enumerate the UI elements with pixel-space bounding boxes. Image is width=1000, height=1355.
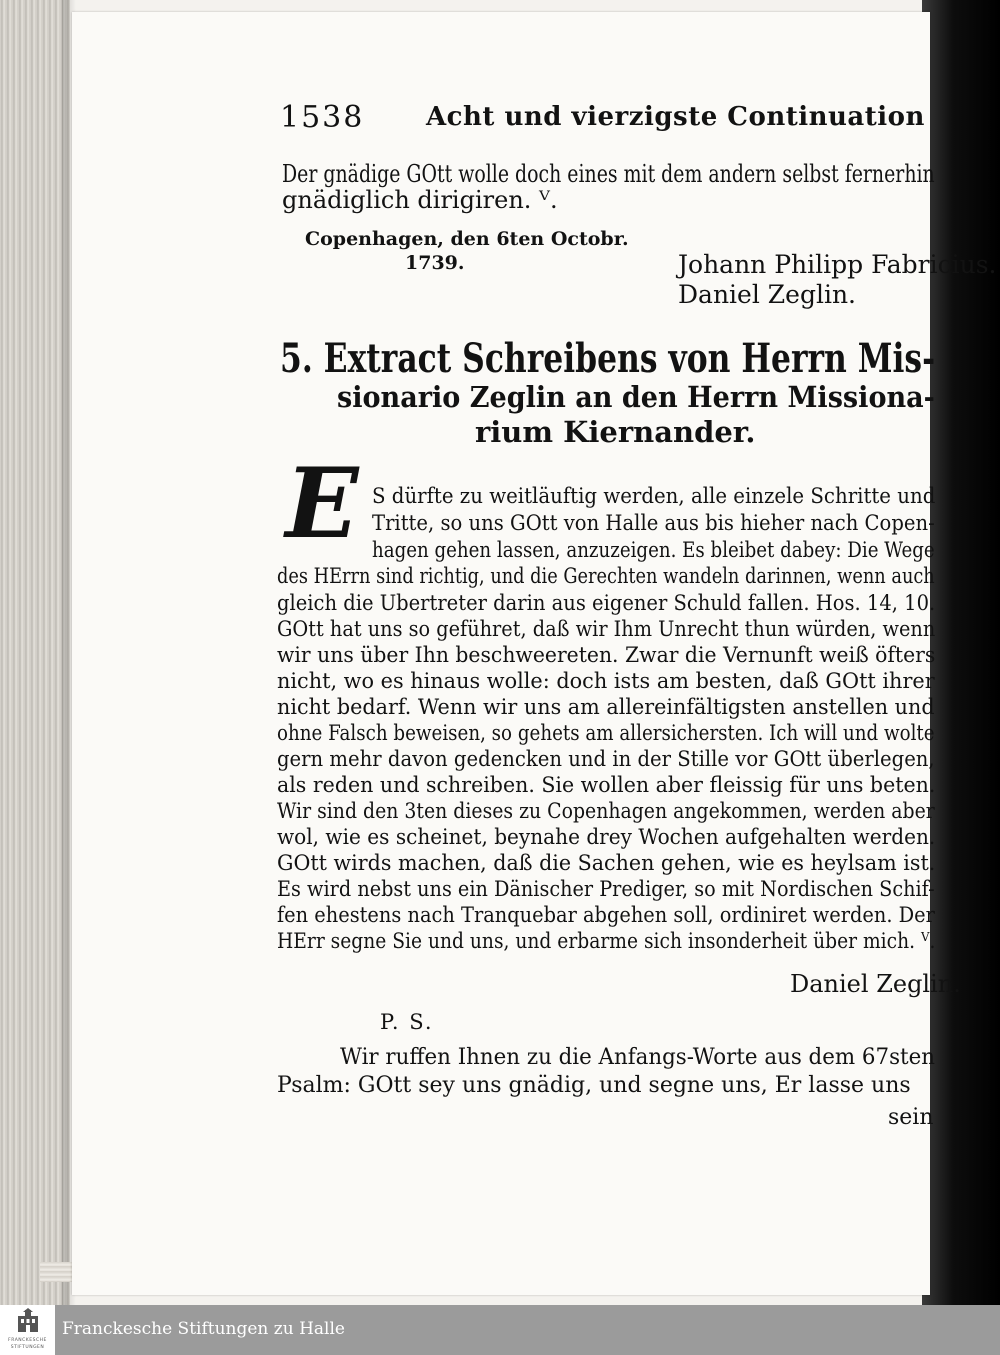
- intro-line-2: gnädiglich dirigiren. ⱽ.: [282, 186, 558, 214]
- letter-line: des HErrn sind richtig, und die Gerechten wandeln darinnen, wenn auch: [277, 564, 935, 589]
- letter-line: fen ehestens nach Tranquebar abgehen soll, ordiniret werden. Der: [277, 903, 935, 928]
- signatory-zeglin: Daniel Zeglin.: [678, 280, 856, 309]
- signatory-fabricius: Johann Philipp Fabricius.: [678, 250, 997, 279]
- letter-line: nicht bedarf. Wenn wir uns am allereinfältigsten anstellen und: [277, 695, 935, 720]
- section-headline-line-2: sionario Zeglin an den Herrn Missiona-: [337, 380, 935, 414]
- letter-line: gern mehr davon gedencken und in der Stille vor GOtt überlegen,: [277, 747, 935, 772]
- institution-logo: [0, 1305, 55, 1355]
- letter-line: ohne Falsch beweisen, so gehets am allersichersten. Ich will und wolte: [277, 721, 935, 746]
- year: 1739.: [405, 252, 465, 274]
- letter-line: wir uns über Ihn beschweereten. Zwar die Vernunft weiß öfters: [277, 643, 936, 668]
- letter-line: Wir sind den 3ten dieses zu Copenhagen angekommen, werden aber: [277, 799, 935, 824]
- footer: [0, 1305, 1000, 1355]
- letter-signature: Daniel Zeglin.: [790, 970, 961, 998]
- catchword: sein: [888, 1105, 934, 1130]
- postscript-line-2: Psalm: GOtt sey uns gnädig, und segne uns, Er lasse uns: [277, 1073, 911, 1098]
- place-date: Copenhagen, den 6ten Octobr.: [305, 228, 629, 250]
- letter-line: nicht, wo es hinaus wolle: doch ists am besten, daß GOtt ihrer: [277, 669, 935, 694]
- intro-line-1: Der gnädige GOtt wolle doch eines mit dem andern selbst fernerhin: [282, 160, 935, 188]
- postscript-label: P. S.: [380, 1010, 434, 1034]
- letter-line: gleich die Ubertreter darin aus eigener Schuld fallen. Hos. 14, 10.: [277, 591, 936, 616]
- letter-line: wol, wie es scheinet, beynahe drey Wochen aufgehalten werden.: [277, 825, 936, 850]
- letter-line: GOtt hat uns so geführet, daß wir Ihm Unrecht thun würden, wenn: [277, 617, 936, 642]
- page-number: 1538: [280, 100, 365, 135]
- logo-text-line-1: FRANCKESCHE: [8, 1338, 47, 1343]
- building-icon: [14, 1308, 42, 1334]
- book-page-edges: [0, 0, 70, 1305]
- section-headline-line-1: 5. Extract Schreibens von Herrn Mis-: [280, 335, 936, 382]
- logo-text-line-2: STIFTUNGEN: [10, 1345, 45, 1350]
- decorative-initial: E: [285, 447, 359, 560]
- letter-line: Es wird nebst uns ein Dänischer Prediger, so mit Nordischen Schif-: [277, 877, 935, 902]
- letter-line: GOtt wirds machen, daß die Sachen gehen, wie es heylsam ist.: [277, 851, 936, 876]
- letter-line: S dürfte zu weitläuftig werden, alle einzele Schritte und: [372, 484, 936, 509]
- section-headline-line-3: rium Kiernander.: [475, 415, 756, 449]
- page-header: [280, 100, 925, 140]
- institution-name[interactable]: Franckesche Stiftungen zu Halle: [62, 1319, 345, 1339]
- letter-line: HErr segne Sie und uns, und erbarme sich insonderheit über mich. ⱽ.: [277, 929, 936, 954]
- postscript-line-1: Wir ruffen Ihnen zu die Anfangs-Worte aus dem 67sten: [340, 1045, 936, 1070]
- running-head: Acht und vierzigste Continuation: [426, 102, 925, 132]
- letter-line: hagen gehen lassen, anzuzeigen. Es bleibet dabey: Die Wege: [372, 538, 935, 563]
- letter-line: als reden und schreiben. Sie wollen aber fleissig für uns beten.: [277, 773, 936, 798]
- letter-line: Tritte, so uns GOtt von Halle aus bis hieher nach Copen-: [372, 511, 935, 536]
